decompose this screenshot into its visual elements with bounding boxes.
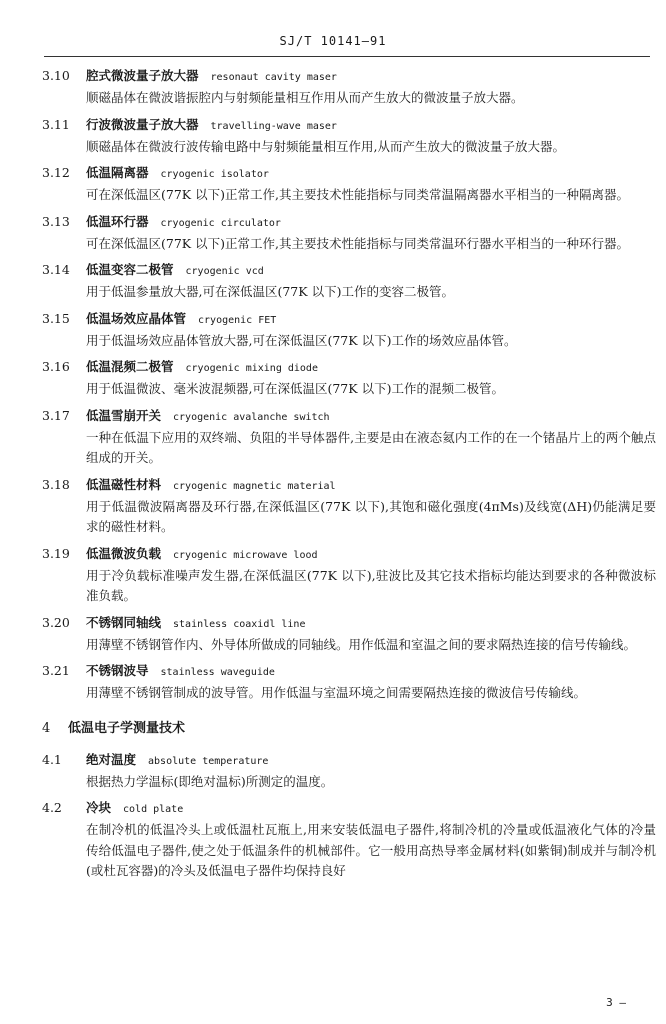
term-definition: 用于低温微波隔离器及环行器,在深低温区(77K 以下),其饱和磁化强度(4πMs)及线宽(ΔH)仍能满足要求的磁性材料。 [86,498,656,534]
term-en: stainless waveguide [160,667,275,678]
term-definition: 用薄壁不锈钢管制成的波导管。用作低温与室温环境之间需要隔热连接的微波信号传输线。 [86,685,587,700]
section-number: 4 [42,720,51,736]
entry-number: 4.2 [42,800,62,815]
entry-4-1 [42,750,656,793]
entry-number: 3.16 [42,359,70,374]
entry-3-17 [42,406,656,469]
section-heading [42,718,656,740]
term-zh: 低温磁性材料 [86,476,162,492]
entry-number: 3.18 [42,476,70,492]
term-zh: 行波微波量子放大器 [86,116,199,132]
entry-number: 3.17 [42,407,70,423]
term-en: absolute temperature [148,755,269,767]
term-zh: 低温变容二极管 [86,262,174,277]
entry-4-2 [42,798,656,882]
term-definition: 在制冷机的低温冷头上或低温杜瓦瓶上,用来安装低温电子器件,将制冷机的冷量或低温液化气体的冷量传给低温电子器件,使之处于低温条件的机械部件。它一般用高热导率金属材料(如紫铜)制成并与制冷机(或杜瓦容器)的冷头及低温电子器件均保持良好 [86,822,656,878]
entry-number: 3.15 [42,310,70,326]
term-zh: 不锈钢同轴线 [86,614,162,630]
term-en: cryogenic microwave lood [173,549,318,561]
entry-3-12 [42,163,656,206]
entry-number: 3.13 [42,213,70,229]
entry-number: 3.14 [42,262,70,277]
term-en: cryogenic vcd [185,266,264,277]
page-header: SJ/T 10141—91 [279,34,387,48]
term-zh: 低温隔离器 [86,165,149,180]
term-definition: 用于冷负载标准噪声发生器,在深低温区(77K 以下),驻波比及其它技术指标均能达到要求的各种微波标准负载。 [86,567,656,603]
term-zh: 低温混频二极管 [86,359,174,374]
term-en: travelling-wave maser [210,120,337,132]
term-definition: 一种在低温下应用的双终端、负阻的半导体器件,主要是由在液态氦内工作的在一个锗晶片上的两个触点组成的开关。 [86,429,656,465]
entry-3-21 [42,661,656,704]
entry-3-20 [42,613,656,656]
entry-number: 3.12 [42,165,70,180]
entry-number: 3.19 [42,545,70,561]
entry-3-19 [42,544,656,607]
term-en: cryogenic magnetic material [173,480,336,492]
term-en: cryogenic isolator [160,169,269,180]
term-en: cryogenic circulator [160,217,281,229]
entry-3-14 [42,260,656,303]
term-definition: 根据热力学温标(即绝对温标)所测定的温度。 [86,773,334,789]
term-en: stainless coaxidl line [173,618,306,630]
entry-3-11 [42,115,656,158]
term-definition: 用于低温参量放大器,可在深低温区(77K 以下)工作的变容二极管。 [86,284,454,299]
term-zh: 冷块 [86,800,112,815]
entry-3-10 [42,66,656,109]
section-title: 低温电子学测量技术 [68,720,186,736]
term-definition: 用于低温微波、毫米波混频器,可在深低温区(77K 以下)工作的混频二极管。 [86,381,504,396]
term-definition: 顺磁晶体在微波行波传输电路中与射频能量相互作用,从而产生放大的微波量子放大器。 [86,138,565,154]
entry-number: 3.20 [42,614,70,630]
term-zh: 不锈钢波导 [86,663,149,678]
entry-number: 3.11 [42,116,70,132]
term-definition: 用薄壁不锈钢管作内、外导体所做成的同轴线。用作低温和室温之间的要求隔热连接的信号传输线。 [86,636,637,652]
entry-number: 4.1 [42,751,62,767]
header-rule [44,56,650,57]
term-definition: 可在深低温区(77K 以下)正常工作,其主要技术性能指标与同类常温隔离器水平相当的一种隔离器。 [86,187,629,202]
entry-3-13 [42,212,656,255]
term-en: cryogenic avalanche switch [173,411,330,423]
term-en: cold plate [123,804,184,815]
document-body [42,66,656,888]
entry-3-16 [42,357,656,400]
term-zh: 腔式微波量子放大器 [86,68,199,83]
entry-number: 3.10 [42,68,70,83]
term-en: resonaut cavity maser [210,72,337,83]
page-number: 3 — [606,996,626,1009]
term-zh: 绝对温度 [86,751,137,767]
term-en: cryogenic mixing diode [185,363,318,374]
term-definition: 用于低温场效应晶体管放大器,可在深低温区(77K 以下)工作的场效应晶体管。 [86,332,517,348]
term-en: cryogenic FET [198,314,277,326]
entry-3-18 [42,475,656,538]
term-zh: 低温场效应晶体管 [86,310,187,326]
term-definition: 可在深低温区(77K 以下)正常工作,其主要技术性能指标与同类常温环行器水平相当的一种环行器。 [86,235,629,251]
term-zh: 低温环行器 [86,213,149,229]
term-zh: 低温雪崩开关 [86,407,162,423]
entry-3-15 [42,309,656,352]
term-definition: 顺磁晶体在微波谐振腔内与射频能量相互作用从而产生放大的微波量子放大器。 [86,90,524,105]
entry-number: 3.21 [42,663,70,678]
term-zh: 低温微波负载 [86,545,162,561]
